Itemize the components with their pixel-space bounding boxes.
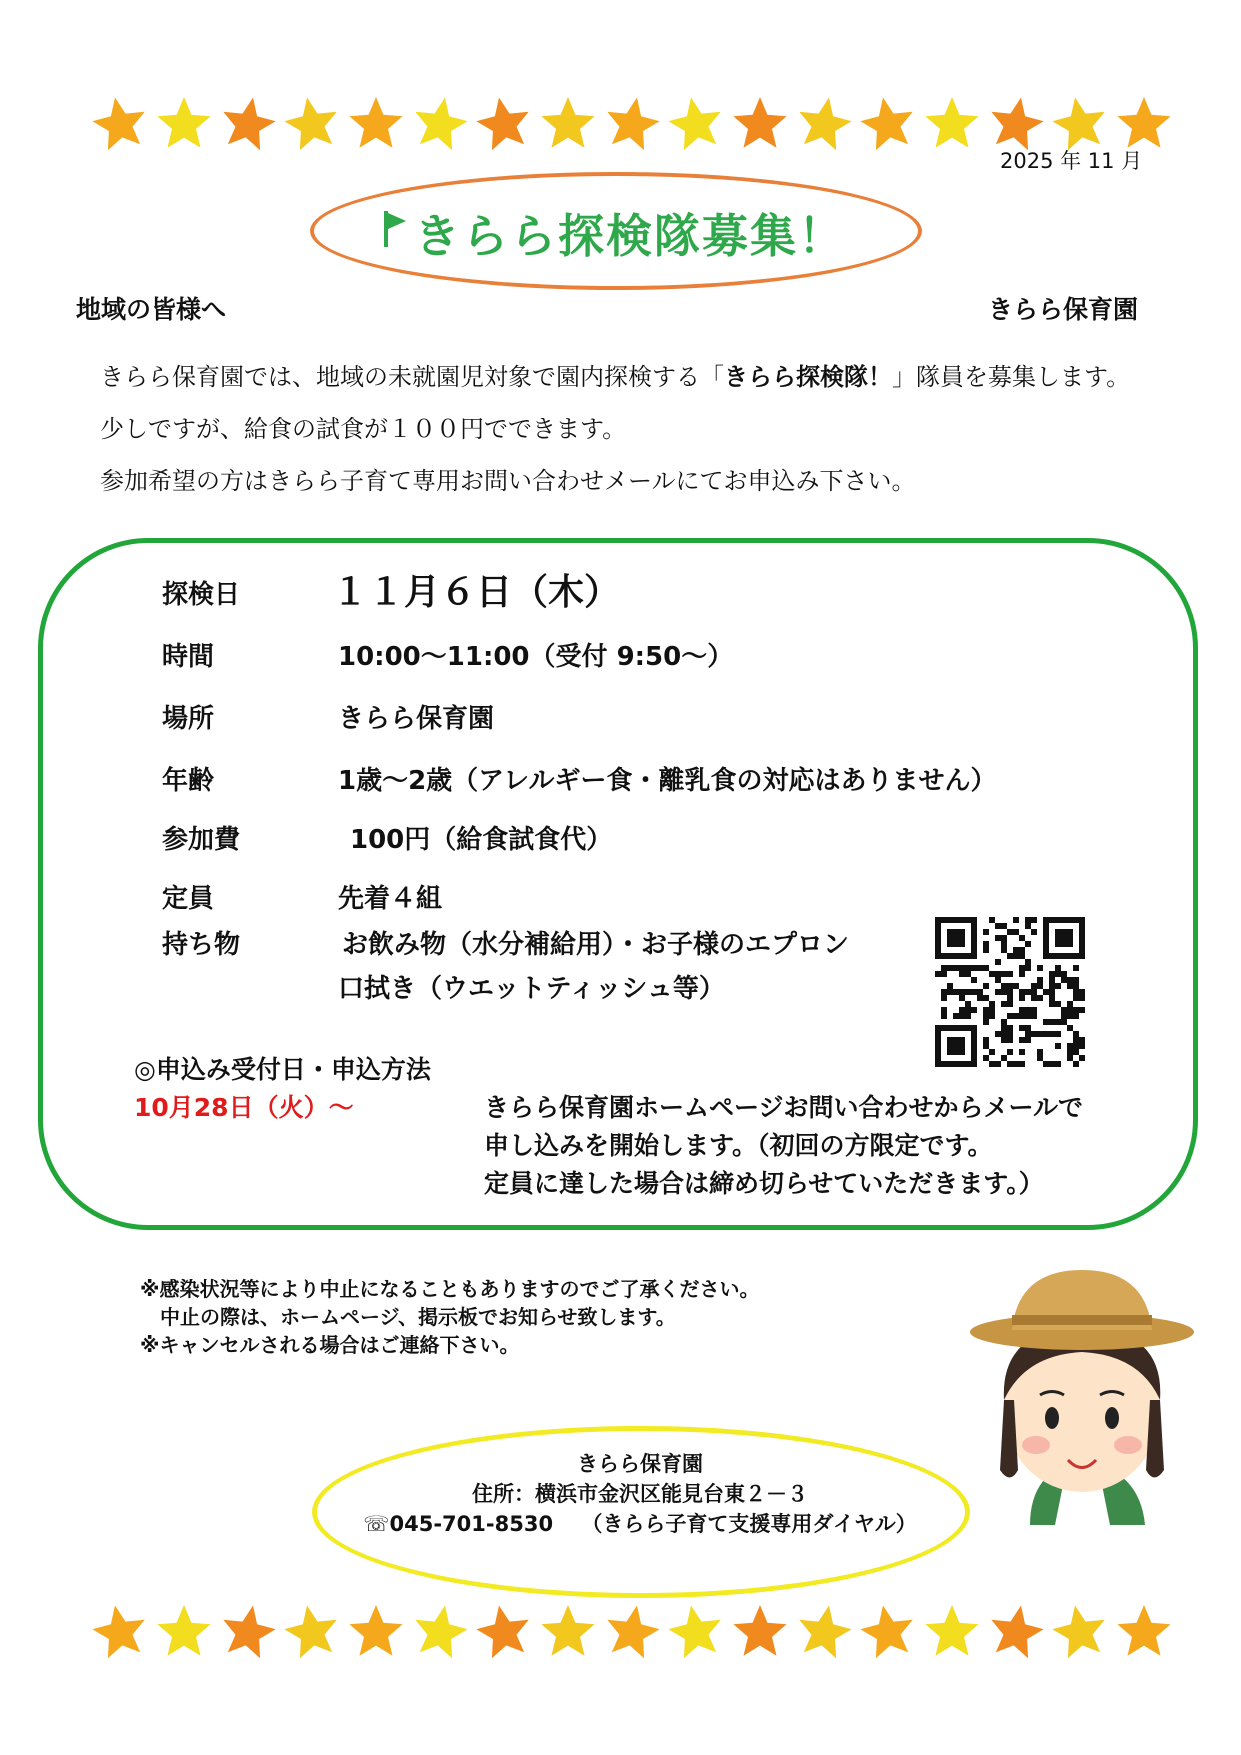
star-icon xyxy=(223,1606,275,1659)
items-label: 持ち物 xyxy=(162,930,241,960)
items-value-1: お飲み物（水分補給用）・お子様のエプロン xyxy=(342,930,850,960)
greeting-recipient: 地域の皆様へ xyxy=(76,295,227,324)
star-icon xyxy=(860,98,912,151)
star-icon xyxy=(860,1606,912,1659)
issue-date: 2025 年 11 月 xyxy=(1000,149,1143,173)
place-label: 場所 xyxy=(162,704,215,734)
time-label: 時間 xyxy=(162,642,215,672)
star-border-bottom xyxy=(90,1598,1170,1668)
star-icon xyxy=(799,1606,851,1659)
star-icon xyxy=(925,97,978,148)
intro-line-3: 参加希望の方はきらら子育て専用お問い合わせメールにてお申込み下さい。 xyxy=(100,467,916,495)
star-icon xyxy=(284,98,336,151)
greeting-sender: きらら保育園 xyxy=(988,295,1139,324)
star-icon xyxy=(476,98,528,151)
star-icon xyxy=(476,1606,528,1659)
age-label: 年齢 xyxy=(162,766,215,796)
fee-label: 参加費 xyxy=(162,825,241,855)
star-icon xyxy=(1052,98,1104,151)
star-icon xyxy=(799,98,851,151)
star-icon xyxy=(349,1605,402,1656)
star-icon xyxy=(733,97,786,148)
star-icon xyxy=(541,97,594,148)
application-line-3: 定員に達した場合は締め切らせていただきます。） xyxy=(484,1169,1044,1198)
note-line-2: 中止の際は、ホームページ、掲示板でお知らせ致します。 xyxy=(140,1305,676,1329)
star-icon xyxy=(1117,1605,1170,1656)
fee-value: 100円（給食試食代） xyxy=(350,825,613,855)
age-value: 1歳～2歳（アレルギー食・離乳食の対応はありません） xyxy=(338,766,997,796)
star-icon xyxy=(284,1606,336,1659)
note-line-3: ※キャンセルされる場合はご連絡下さい。 xyxy=(140,1333,520,1357)
page-title: きらら探検隊募集！ xyxy=(414,209,846,263)
star-icon xyxy=(541,1605,594,1656)
star-icon xyxy=(223,98,275,151)
date-value: １１月６日（木） xyxy=(332,572,621,613)
address-line: 住所：横浜市金沢区能見台東２－３ xyxy=(472,1482,808,1506)
star-icon xyxy=(607,1606,659,1659)
star-icon xyxy=(925,1605,978,1656)
star-icon xyxy=(415,98,467,151)
qr-code[interactable] xyxy=(935,917,1085,1067)
star-icon xyxy=(607,98,659,151)
star-icon xyxy=(415,1606,467,1659)
application-start: 10月28日（火）～ xyxy=(134,1093,354,1122)
application-line-1: きらら保育園ホームページお問い合わせからメールで xyxy=(484,1093,1084,1122)
time-value: 10:00～11:00（受付 9:50～） xyxy=(338,642,734,672)
program-name: きらら探検隊！ xyxy=(724,363,892,391)
star-icon xyxy=(92,1606,144,1659)
address-name: きらら保育園 xyxy=(577,1452,703,1476)
items-value-2: 口拭き（ウエットティッシュ等） xyxy=(338,974,725,1004)
application-heading: ◎申込み受付日・申込方法 xyxy=(134,1055,431,1084)
star-icon xyxy=(668,1606,720,1659)
star-icon xyxy=(349,97,402,148)
intro-line-1: きらら保育園では、地域の未就園児対象で園内探検する「きらら探検隊！」隊員を募集します。 xyxy=(100,363,1131,391)
capacity-label: 定員 xyxy=(162,884,215,914)
star-icon xyxy=(1052,1606,1104,1659)
application-line-2: 申し込みを開始します。（初回の方限定です。 xyxy=(484,1131,993,1160)
star-icon xyxy=(1117,97,1170,148)
date-label: 探検日 xyxy=(162,580,241,610)
phone-number[interactable]: ☏045-701-8530 （きらら子育て支援専用ダイヤル） xyxy=(363,1512,917,1536)
star-icon xyxy=(991,1606,1043,1659)
capacity-value: 先着４組 xyxy=(338,884,443,914)
place-value: きらら保育園 xyxy=(338,704,495,734)
star-icon xyxy=(157,1605,210,1656)
note-line-1: ※感染状況等により中止になることもありますのでご了承ください。 xyxy=(140,1277,760,1301)
girl-with-straw-hat-illustration xyxy=(970,1270,1195,1525)
star-icon xyxy=(991,98,1043,151)
intro-line-2: 少しですが、給食の試食が１００円でできます。 xyxy=(100,415,627,443)
star-icon xyxy=(733,1605,786,1656)
star-icon xyxy=(92,98,144,151)
star-icon xyxy=(157,97,210,148)
flag-icon xyxy=(384,211,406,247)
phone-line xyxy=(290,1508,990,1538)
star-icon xyxy=(668,98,720,151)
